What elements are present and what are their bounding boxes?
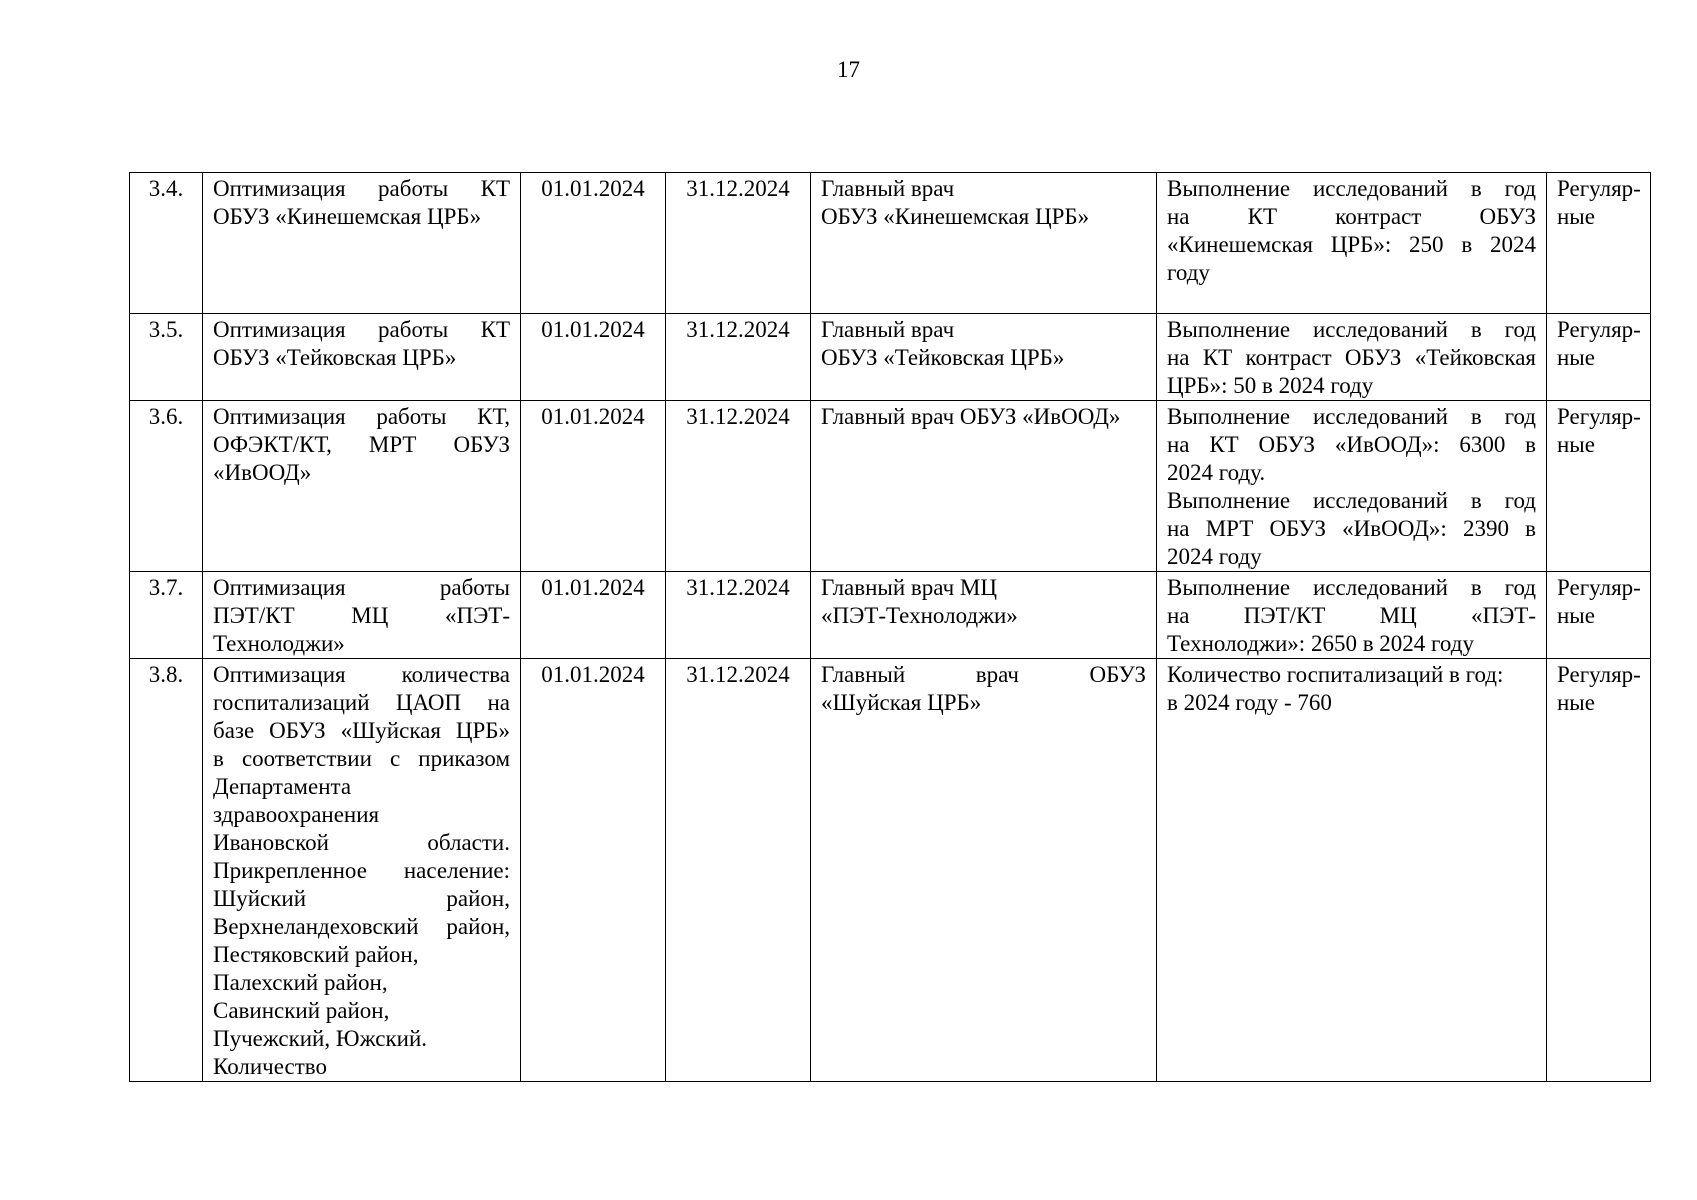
table-row — [130, 659, 1651, 1082]
table-row — [130, 173, 1651, 314]
table-row — [130, 401, 1651, 572]
responsible-cell: Главный врач ОБУЗ «Тейковская ЦРБ» — [811, 314, 1157, 401]
start-date: 01.01.2024 — [521, 401, 666, 572]
table-row — [130, 314, 1651, 401]
page-number: 17 — [837, 57, 860, 82]
row-number: 3.8. — [130, 659, 203, 1082]
start-date: 01.01.2024 — [521, 659, 666, 1082]
result-cell: Выполнение исследований в год на КТ контраст ОБУЗ «Кинешемская ЦРБ»: 250 в 2024 году — [1157, 173, 1547, 314]
periodicity-cell: Регуляр- ные — [1547, 572, 1651, 659]
end-date: 31.12.2024 — [666, 659, 811, 1082]
end-date: 31.12.2024 — [666, 314, 811, 401]
row-number: 3.7. — [130, 572, 203, 659]
result-cell: Выполнение исследований в год на КТ ОБУЗ «ИвООД»: 6300 в 2024 году. Выполнение исследований в год на МРТ ОБУЗ «ИвООД»: 2390 в 2024 году — [1157, 401, 1547, 572]
end-date: 31.12.2024 — [666, 401, 811, 572]
responsible-cell: Главный врач ОБУЗ «Шуйская ЦРБ» — [811, 659, 1157, 1082]
activity-cell: Оптимизация работы ПЭТ/КТ МЦ «ПЭТ- Технолоджи» — [203, 572, 521, 659]
row-number: 3.5. — [130, 314, 203, 401]
responsible-cell: Главный врач ОБУЗ «Кинешемская ЦРБ» — [811, 173, 1157, 314]
periodicity-cell: Регуляр- ные — [1547, 173, 1651, 314]
result-cell: Количество госпитализаций в год: в 2024 году - 760 — [1157, 659, 1547, 1082]
start-date: 01.01.2024 — [521, 173, 666, 314]
activity-cell: Оптимизация количества госпитализаций ЦАОП на базе ОБУЗ «Шуйская ЦРБ» в соответствии с приказом Департамента здравоохранения Ивановской области. Прикрепленное население: Шуйский район, Верхнеландеховский район, Пестяковский район, Палехский район, Савинский район, Пучежский, Южский. Количество — [203, 659, 521, 1082]
plan-table — [129, 172, 1651, 1082]
row-number: 3.4. — [130, 173, 203, 314]
result-cell: Выполнение исследований в год на ПЭТ/КТ МЦ «ПЭТ- Технолоджи»: 2650 в 2024 году — [1157, 572, 1547, 659]
responsible-cell: Главный врач ОБУЗ «ИвООД» — [811, 401, 1157, 572]
end-date: 31.12.2024 — [666, 173, 811, 314]
activity-cell: Оптимизация работы КТ, ОФЭКТ/КТ, МРТ ОБУЗ «ИвООД» — [203, 401, 521, 572]
periodicity-cell: Регуляр- ные — [1547, 659, 1651, 1082]
activity-cell: Оптимизация работы КТ ОБУЗ «Кинешемская ЦРБ» — [203, 173, 521, 314]
periodicity-cell: Регуляр- ные — [1547, 401, 1651, 572]
end-date: 31.12.2024 — [666, 572, 811, 659]
result-cell: Выполнение исследований в год на КТ контраст ОБУЗ «Тейковская ЦРБ»: 50 в 2024 году — [1157, 314, 1547, 401]
row-number: 3.6. — [130, 401, 203, 572]
start-date: 01.01.2024 — [521, 572, 666, 659]
activity-cell: Оптимизация работы КТ ОБУЗ «Тейковская ЦРБ» — [203, 314, 521, 401]
responsible-cell: Главный врач МЦ «ПЭТ-Технолоджи» — [811, 572, 1157, 659]
start-date: 01.01.2024 — [521, 314, 666, 401]
periodicity-cell: Регуляр- ные — [1547, 314, 1651, 401]
table-row — [130, 572, 1651, 659]
